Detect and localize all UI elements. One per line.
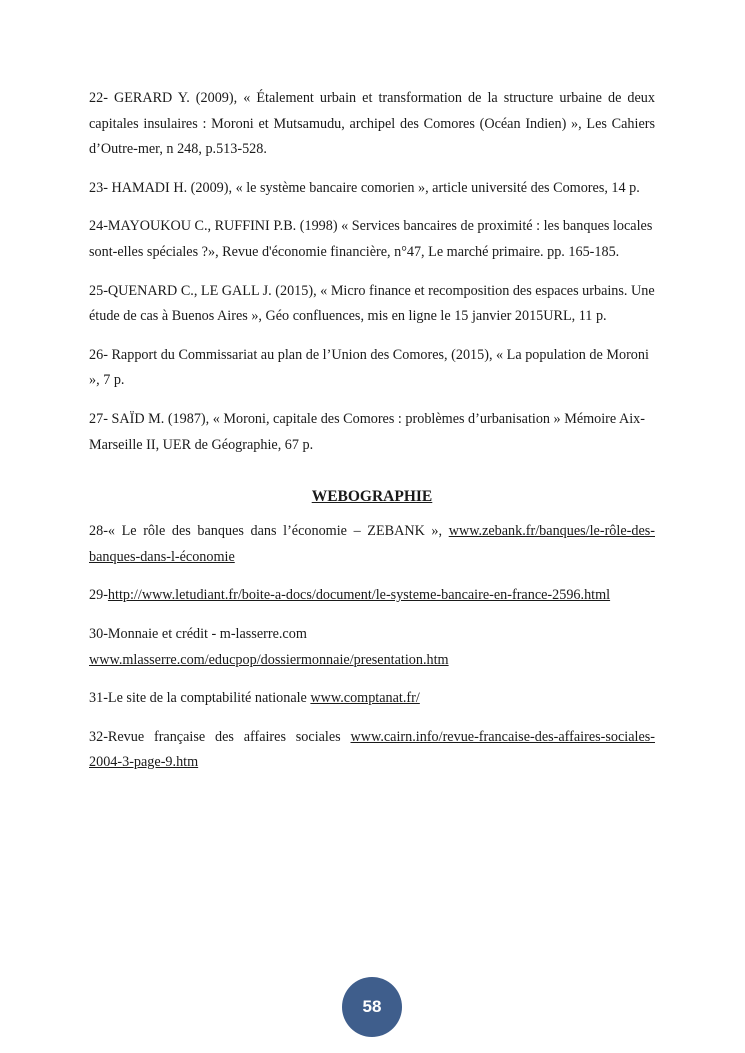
webography-item-text: 30-Monnaie et crédit - m-lasserre.com [89, 625, 307, 642]
webography-item-32 [89, 725, 655, 776]
reference-22: 22- GERARD Y. (2009), « Étalement urbain et transformation de la structure urbaine de deux capitales insulaires : Moroni et Mutsamudu, archipel des Comores (Océan Indien) », Les Cahiers d’Outre-mer, n 248, p.513-528. [89, 90, 655, 158]
reference-23: 23- HAMADI H. (2009), « le système bancaire comorien », article université des Comores, 14 p. [89, 179, 640, 196]
webography-item-29 [89, 583, 655, 609]
webography-item-31 [89, 686, 655, 712]
webography-item-28 [89, 519, 655, 570]
webography-link[interactable]: www.cairn.info/revue-francaise-des-affaires-sociales-2004-3-page-9.htm [89, 728, 655, 771]
reference-26: 26- Rapport du Commissariat au plan de l’Union des Comores, (2015), « La population de Moroni », 7 p. [89, 346, 649, 389]
webography-item-text: 29- [89, 587, 108, 604]
webography-item-30 [89, 622, 655, 673]
reference-27: 27- SAÏD M. (1987), « Moroni, capitale des Comores : problèmes d’urbanisation » Mémoire Aix-Marseille II, UER de Géographie, 67 p. [89, 410, 645, 453]
webography-link[interactable]: www.mlasserre.com/educpop/dossiermonnaie/presentation.htm [89, 651, 449, 668]
webography-heading: WEBOGRAPHIE [311, 488, 433, 506]
webography-link[interactable]: www.zebank.fr/banques/le-rôle-des-banques-dans-l-économie [89, 523, 655, 565]
webography-item-text: 28-« Le rôle des banques dans l’économie – ZEBANK », [89, 523, 449, 540]
webography-item-text: 32-Revue française des affaires sociales [89, 728, 351, 745]
webography-link[interactable]: http://www.letudiant.fr/boite-a-docs/document/le-systeme-bancaire-en-france-2596.html [107, 587, 611, 604]
page-number-badge: 58 [342, 977, 402, 1037]
webography-link[interactable]: www.comptanat.fr/ [310, 690, 420, 707]
reference-25: 25-QUENARD C., LE GALL J. (2015), « Micro finance et recomposition des espaces urbains. Une étude de cas à Buenos Aires », Géo confluences, mis en ligne le 15 janvier 2015URL, 11 p. [89, 282, 655, 325]
reference-24: 24-MAYOUKOU C., RUFFINI P.B. (1998) « Services bancaires de proximité : les banques locales sont-elles spéciales ?», Revue d'économie financière, n°47, Le marché primaire. pp. 165-185. [89, 218, 653, 260]
document-body [89, 86, 655, 789]
webography-item-text: 31-Le site de la comptabilité nationale [89, 690, 311, 707]
